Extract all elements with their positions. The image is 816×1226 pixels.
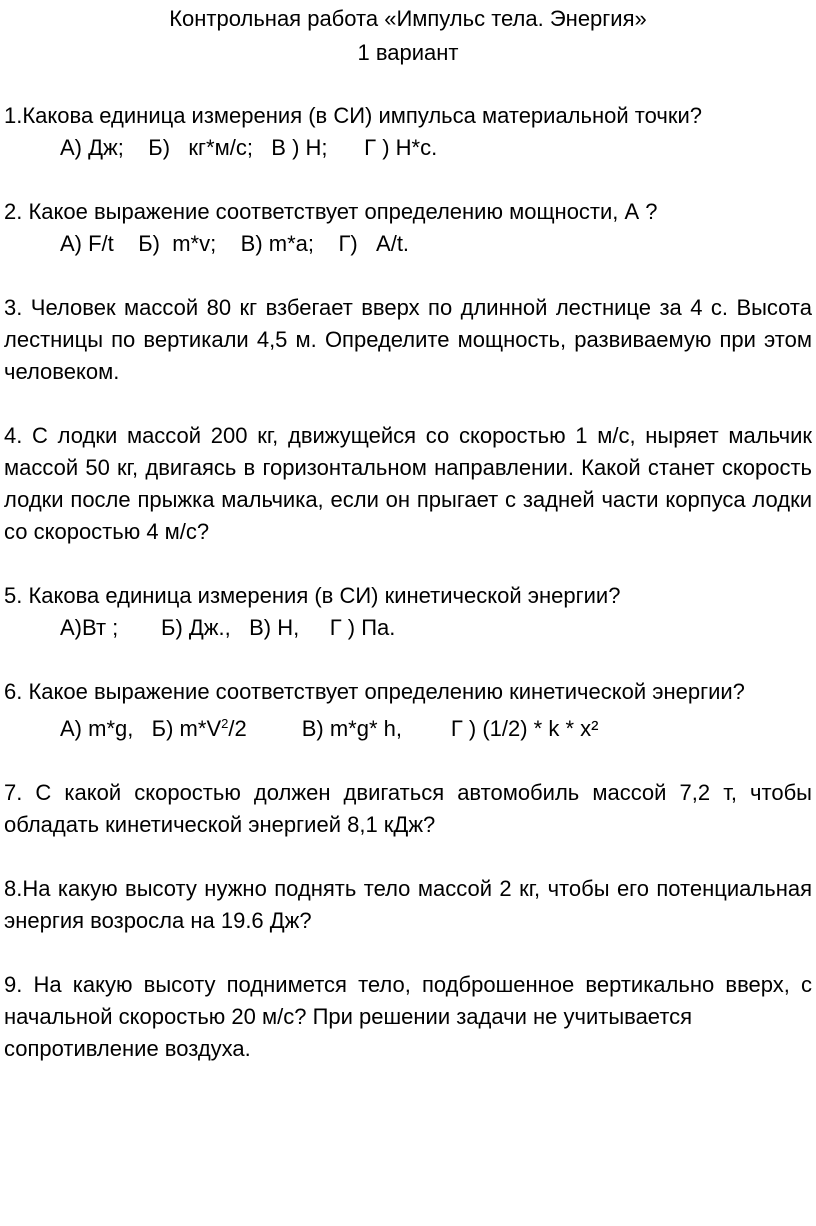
spacer <box>4 745 812 777</box>
question-6-option-rest: /2 В) m*g* h, Г ) (1/2) * k * x² <box>228 716 599 741</box>
document-page <box>0 4 816 1226</box>
question-6-options <box>4 708 812 745</box>
document-title: Контрольная работа «Импульс тела. Энергия» <box>169 6 647 31</box>
spacer <box>4 388 812 420</box>
question-4: 4. С лодки массой 200 кг, движущейся со скоростью 1 м/с, ныряет мальчик массой 50 кг, двигаясь в горизонтальном направлении. Какой станет скорость лодки после прыжка мальчика, если он прыгает с задней части корпуса лодки со скоростью 4 м/с? <box>4 423 812 544</box>
question-9: 9. На какую высоту поднимется тело, подброшенное вертикально вверх, с начальной скоростью 20 м/с? При решении задачи не учитывается <box>4 972 812 1029</box>
question-8: 8.На какую высоту нужно поднять тело массой 2 кг, чтобы его потенциальная энергия возросла на 19.6 Дж? <box>4 876 812 933</box>
question-7: 7. С какой скоростью должен двигаться автомобиль массой 7,2 т, чтобы обладать кинетической энергией 8,1 кДж? <box>4 780 812 837</box>
question-1-options: А) Дж; Б) кг*м/с; В ) Н; Г ) Н*с. <box>60 135 438 160</box>
question-1: 1.Какова единица измерения (в СИ) импульса материальной точки? <box>4 103 702 128</box>
question-6: 6. Какое выражение соответствует определению кинетической энергии? <box>4 679 745 704</box>
spacer <box>4 164 812 196</box>
question-3: 3. Человек массой 80 кг взбегает вверх по длинной лестнице за 4 с. Высота лестницы по вертикали 4,5 м. Определите мощность, развиваемую при этом человеком. <box>4 295 812 384</box>
question-2-options: А) F/t Б) m*v; В) m*a; Г) A/t. <box>60 231 410 256</box>
spacer <box>4 260 812 292</box>
spacer <box>4 644 812 676</box>
superscript: 2 <box>221 716 229 731</box>
question-5-options: А)Вт ; Б) Дж., В) Н, Г ) Па. <box>60 615 396 640</box>
spacer <box>4 841 812 873</box>
question-6-option-start: А) m*g, Б) m*V <box>60 716 222 741</box>
spacer <box>4 548 812 580</box>
spacer <box>4 937 812 969</box>
question-2: 2. Какое выражение соответствует определению мощности, А ? <box>4 199 658 224</box>
question-5: 5. Какова единица измерения (в СИ) кинетической энергии? <box>4 583 621 608</box>
variant-label: 1 вариант <box>357 40 459 65</box>
spacer <box>4 68 812 100</box>
question-9-continuation: сопротивление воздуха. <box>4 1036 251 1061</box>
